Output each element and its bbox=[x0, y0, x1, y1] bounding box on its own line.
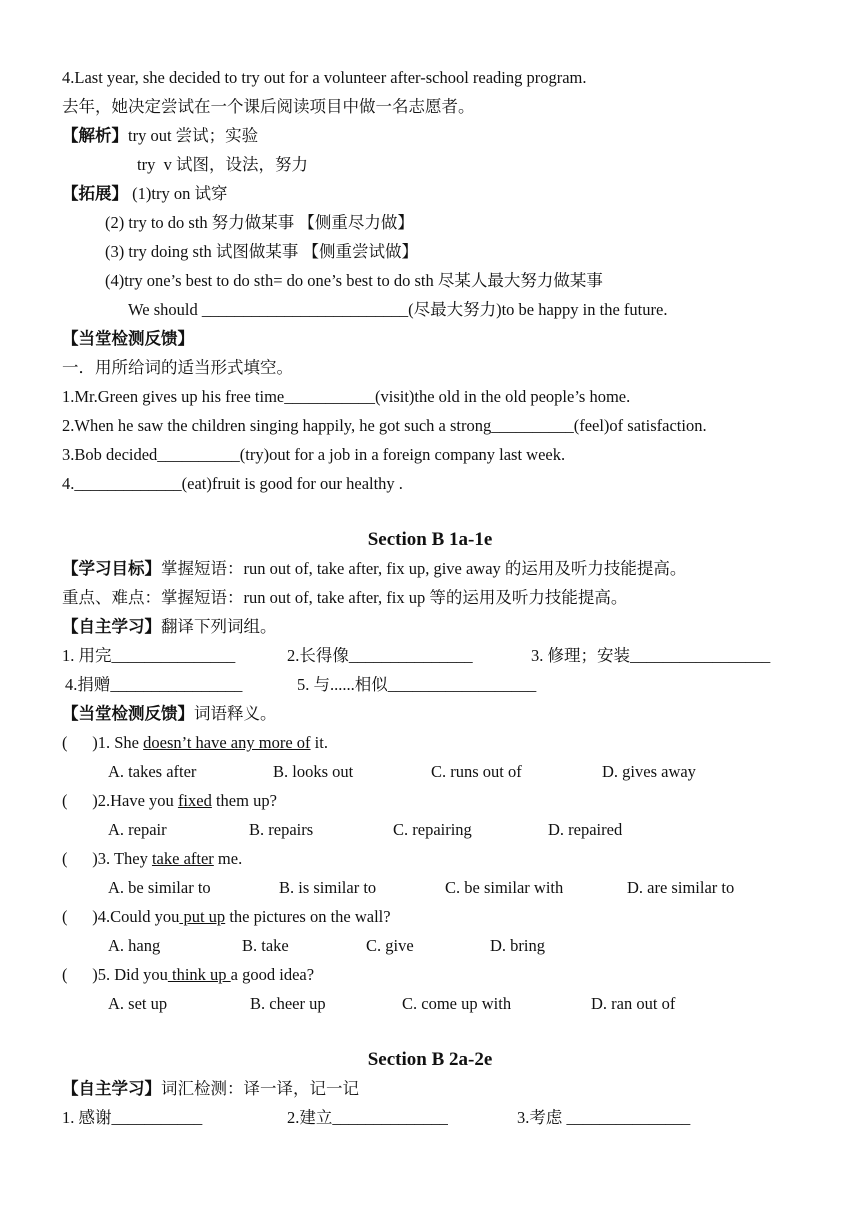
feedback-instruction: 一．用所给词的适当形式填空。 bbox=[62, 358, 293, 377]
question-4-underlined: put up bbox=[179, 907, 226, 926]
question-3 bbox=[62, 848, 242, 870]
q1-option-c: C. runs out of bbox=[431, 762, 522, 781]
expand-text-2: (2) try to do sth 努力做某事 【侧重尽力做】 bbox=[105, 213, 414, 232]
q5-option-b: B. cheer up bbox=[250, 994, 326, 1013]
question-1-pre: ( )1. She bbox=[62, 733, 144, 752]
expand-line bbox=[62, 183, 227, 205]
question-4 bbox=[62, 906, 391, 928]
vocab-1: 1. 感谢___________ bbox=[62, 1108, 203, 1127]
analysis-line bbox=[62, 125, 258, 147]
question-5 bbox=[62, 964, 314, 986]
analysis-text-2: try v 试图，设法，努力 bbox=[137, 155, 308, 174]
feedback-heading-2 bbox=[62, 703, 277, 725]
section-title-b1: Section B 1a-1e bbox=[367, 529, 493, 550]
self-study-text: 翻译下列词组。 bbox=[161, 617, 277, 636]
question-2-pre: ( )2.Have you bbox=[62, 791, 178, 810]
question-2-post: them up? bbox=[211, 791, 277, 810]
question-2 bbox=[62, 790, 277, 812]
fill-blank-item-4: 4._____________(eat)fruit is good for our healthy . bbox=[62, 474, 403, 493]
q1-option-d: D. gives away bbox=[602, 762, 696, 781]
phrase-4: 4.捐赠________________ bbox=[65, 675, 243, 694]
question-3-post: me. bbox=[213, 849, 243, 868]
vocab-2: 2.建立______________ bbox=[287, 1108, 448, 1127]
expand-text-1: (1)try on 试穿 bbox=[128, 184, 228, 203]
q5-option-c: C. come up with bbox=[402, 994, 512, 1013]
learning-goal-label: 【学习目标】 bbox=[62, 559, 161, 578]
phrase-1: 1. 用完_______________ bbox=[62, 646, 236, 665]
phrase-2: 2.长得像_______________ bbox=[287, 646, 473, 665]
question-3-underlined: take after bbox=[151, 849, 214, 868]
fill-blank-item-2: 2.When he saw the children singing happily, he got such a strong__________(feel)of satisfaction. bbox=[62, 416, 707, 435]
example-sentence: 4.Last year, she decided to try out for a volunteer after-school reading program. bbox=[62, 68, 587, 87]
expand-label: 【拓展】 bbox=[62, 184, 128, 203]
q4-option-d: D. bring bbox=[490, 936, 545, 955]
section-title-b2: Section B 2a-2e bbox=[367, 1049, 493, 1070]
expand-text-3: (3) try doing sth 试图做某事 【侧重尝试做】 bbox=[105, 242, 419, 261]
q2-option-a: A. repair bbox=[108, 820, 167, 839]
learning-goal-text: 掌握短语：run out of, take after, fix up, give away 的运用及听力技能提高。 bbox=[161, 559, 687, 578]
q2-option-c: C. repairing bbox=[393, 820, 472, 839]
q1-option-b: B. looks out bbox=[273, 762, 354, 781]
feedback-heading: 【当堂检测反馈】 bbox=[62, 329, 194, 348]
q3-option-c: C. be similar with bbox=[445, 878, 564, 897]
q4-option-b: B. take bbox=[242, 936, 289, 955]
learning-goal bbox=[62, 558, 686, 580]
question-4-post: the pictures on the wall? bbox=[225, 907, 391, 926]
q3-option-b: B. is similar to bbox=[279, 878, 377, 897]
question-1-underlined: doesn’t have any more of bbox=[143, 733, 311, 752]
self-study bbox=[62, 616, 277, 638]
question-1 bbox=[62, 732, 328, 754]
analysis-text: try out 尝试；实验 bbox=[128, 126, 259, 145]
self-study-text-2: 词汇检测：译一译，记一记 bbox=[161, 1079, 359, 1098]
fill-blank-item-3: 3.Bob decided__________(try)out for a job in a foreign company last week. bbox=[62, 445, 566, 464]
feedback-text-2: 词语释义。 bbox=[194, 704, 277, 723]
vocab-3: 3.考虑 _______________ bbox=[517, 1108, 691, 1127]
question-5-underlined: think up bbox=[167, 965, 231, 984]
q4-option-a: A. hang bbox=[108, 936, 161, 955]
q2-option-b: B. repairs bbox=[249, 820, 314, 839]
question-2-underlined: fixed bbox=[177, 791, 212, 810]
q1-option-a: A. takes after bbox=[108, 762, 197, 781]
question-4-pre: ( )4.Could you bbox=[62, 907, 180, 926]
question-3-pre: ( )3. They bbox=[62, 849, 152, 868]
phrase-3: 3. 修理；安装_________________ bbox=[531, 646, 771, 665]
example-translation: 去年，她决定尝试在一个课后阅读项目中做一名志愿者。 bbox=[62, 97, 475, 116]
fill-blank-item-1: 1.Mr.Green gives up his free time___________(visit)the old in the old people’s home. bbox=[62, 387, 631, 406]
q3-option-a: A. be similar to bbox=[108, 878, 211, 897]
key-points: 重点、难点：掌握短语：run out of, take after, fix up 等的运用及听力技能提高。 bbox=[62, 588, 628, 607]
expand-text-4: (4)try one’s best to do sth= do one’s best to do sth 尽某人最大努力做某事 bbox=[105, 271, 603, 290]
phrase-5: 5. 与......相似__________________ bbox=[297, 675, 537, 694]
practice-sentence: We should _________________________(尽最大努力)to be happy in the future. bbox=[128, 300, 668, 319]
analysis-label: 【解析】 bbox=[62, 126, 128, 145]
q5-option-d: D. ran out of bbox=[591, 994, 676, 1013]
self-study-label-2: 【自主学习】 bbox=[62, 1079, 161, 1098]
self-study-2 bbox=[62, 1078, 359, 1100]
question-1-post: it. bbox=[310, 733, 328, 752]
q2-option-d: D. repaired bbox=[548, 820, 623, 839]
question-5-post: a good idea? bbox=[230, 965, 315, 984]
q5-option-a: A. set up bbox=[108, 994, 168, 1013]
question-5-pre: ( )5. Did you bbox=[62, 965, 168, 984]
self-study-label: 【自主学习】 bbox=[62, 617, 161, 636]
q4-option-c: C. give bbox=[366, 936, 414, 955]
q3-option-d: D. are similar to bbox=[627, 878, 735, 897]
feedback-label-2: 【当堂检测反馈】 bbox=[62, 704, 194, 723]
